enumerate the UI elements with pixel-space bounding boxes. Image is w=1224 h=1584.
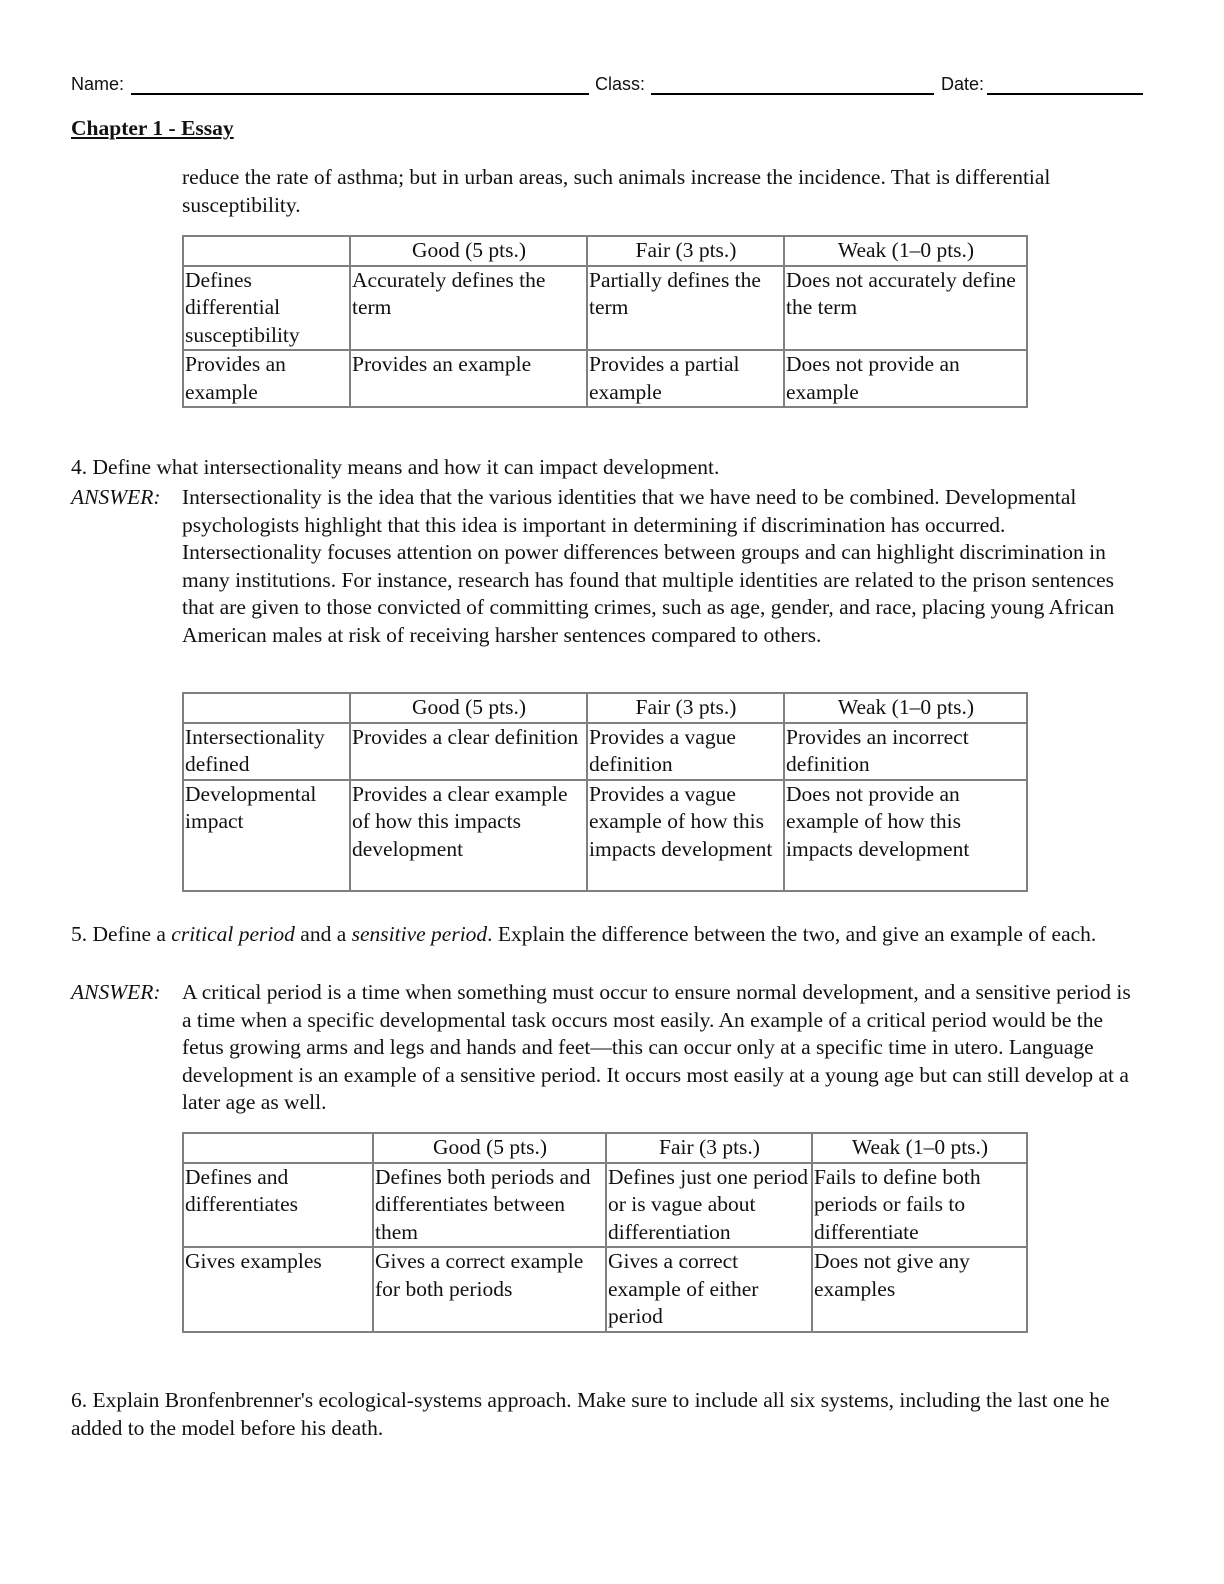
- rubric-cell: Provides a clear example of how this impacts development: [350, 780, 587, 891]
- answer-label: ANSWER:: [71, 485, 161, 509]
- rubric-cell: Defines just one period or is vague about differentiation: [606, 1163, 812, 1248]
- rubric-cell: Intersectionality defined: [183, 723, 350, 780]
- rubric-cell: Partially defines the term: [587, 266, 784, 351]
- question-5: [71, 921, 1143, 949]
- rubric-header-cell: Good (5 pts.): [350, 236, 587, 266]
- rubric-header-cell: Good (5 pts.): [373, 1133, 606, 1163]
- answer-label: ANSWER:: [71, 980, 161, 1004]
- rubric-table-1: [182, 235, 1028, 408]
- name-line: [131, 93, 589, 95]
- rubric-table-2: [182, 692, 1028, 892]
- rubric-cell: Fails to define both periods or fails to differentiate: [812, 1163, 1027, 1248]
- rubric-cell: Defines and differentiates: [183, 1163, 373, 1248]
- rubric-cell: Gives a correct example for both periods: [373, 1247, 606, 1332]
- header-fields: [71, 72, 1143, 96]
- class-label: Class:: [595, 74, 646, 94]
- rubric-cell: Provides a vague definition: [587, 723, 784, 780]
- rubric-cell: Accurately defines the term: [350, 266, 587, 351]
- answer-4: Intersectionality is the idea that the various identities that we have need to be combined. Developmental psychologists highlight that this idea is important in determining if discrimination has occurred. Intersectionality focuses attention on power differences between groups and can highlight discrimination in many institutions. For instance, research has found that multiple identities are related to the prison sentences that are given to those convicted of committing crimes, such as age, gender, and race, placing young African American males at risk of receiving harsher sentences compared to others.: [182, 485, 1115, 647]
- rubric-cell: Developmental impact: [183, 780, 350, 891]
- rubric-cell: Provides a partial example: [587, 350, 784, 407]
- rubric-header-cell: [183, 236, 350, 266]
- rubric-header-cell: Fair (3 pts.): [587, 693, 784, 723]
- rubric-table-3: [182, 1132, 1028, 1333]
- rubric-row: [183, 1247, 1027, 1332]
- rubric-cell: Provides a clear definition: [350, 723, 587, 780]
- rubric-header-cell: [183, 1133, 373, 1163]
- name-label: Name:: [71, 74, 125, 94]
- continuation-text: reduce the rate of asthma; but in urban areas, such animals increase the incidence. That is differential susceptibility.: [182, 165, 1051, 217]
- rubric-cell: Provides an incorrect definition: [784, 723, 1027, 780]
- question-5-suffix: . Explain the difference between the two, and give an example of each.: [487, 922, 1097, 946]
- rubric-header-cell: Fair (3 pts.): [606, 1133, 812, 1163]
- rubric-row: [183, 350, 1027, 407]
- rubric-header-cell: Good (5 pts.): [350, 693, 587, 723]
- rubric-cell: Provides an example: [183, 350, 350, 407]
- question-4: 4. Define what intersectionality means and how it can impact development.: [71, 455, 720, 479]
- rubric-cell: Gives a correct example of either period: [606, 1247, 812, 1332]
- question-6: 6. Explain Bronfenbrenner's ecological-systems approach. Make sure to include all six systems, including the last one he added to the model before his death.: [71, 1388, 1110, 1440]
- rubric-cell: Defines differential susceptibility: [183, 266, 350, 351]
- rubric-row: [183, 780, 1027, 891]
- rubric-cell: Does not give any examples: [812, 1247, 1027, 1332]
- rubric-row: [183, 266, 1027, 351]
- rubric-row: [183, 1163, 1027, 1248]
- question-5-mid: and a: [294, 922, 352, 946]
- rubric-cell: Does not provide an example: [784, 350, 1027, 407]
- date-line: [987, 93, 1143, 95]
- rubric-header-row: [183, 693, 1027, 723]
- rubric-cell: Does not accurately define the term: [784, 266, 1027, 351]
- chapter-title: Chapter 1 - Essay: [71, 116, 234, 140]
- rubric-cell: Gives examples: [183, 1247, 373, 1332]
- answer-5: A critical period is a time when something must occur to ensure normal development, and a sensitive period is a time when a specific developmental task occurs most easily. An example of a critical period would be the fetus growing arms and legs and hands and feet—this can occur only at a specific time in utero. Language development is an example of a sensitive period. It occurs most easily at a young age but can still develop at a later age as well.: [182, 980, 1131, 1114]
- rubric-cell: Provides a vague example of how this impacts development: [587, 780, 784, 891]
- question-5-prefix: 5. Define a: [71, 922, 172, 946]
- rubric-header-row: [183, 1133, 1027, 1163]
- rubric-header-cell: Weak (1–0 pts.): [784, 236, 1027, 266]
- term-sensitive-period: sensitive period: [351, 922, 488, 946]
- rubric-cell: Provides an example: [350, 350, 587, 407]
- rubric-row: [183, 723, 1027, 780]
- class-line: [651, 93, 934, 95]
- date-label: Date:: [941, 74, 985, 94]
- rubric-header-cell: [183, 693, 350, 723]
- term-critical-period: critical period: [171, 922, 295, 946]
- rubric-header-cell: Fair (3 pts.): [587, 236, 784, 266]
- rubric-header-cell: Weak (1–0 pts.): [784, 693, 1027, 723]
- rubric-header-cell: Weak (1–0 pts.): [812, 1133, 1027, 1163]
- rubric-header-row: [183, 236, 1027, 266]
- rubric-cell: Does not provide an example of how this impacts development: [784, 780, 1027, 891]
- rubric-cell: Defines both periods and differentiates between them: [373, 1163, 606, 1248]
